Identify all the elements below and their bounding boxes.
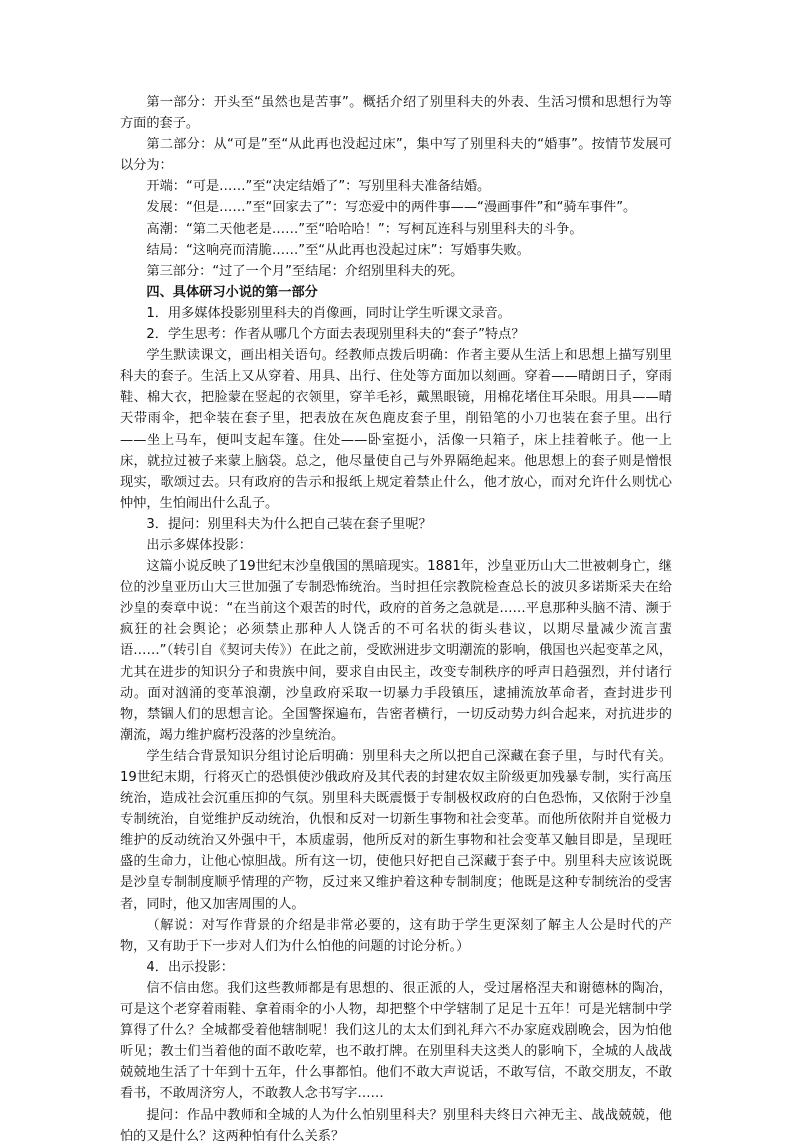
paragraph-ending: 结局：“这响亮而清脆……”至“从此再也没起过床”：写婚事失败。 <box>146 242 530 258</box>
document-body <box>120 92 672 1147</box>
paragraph-projection-label: 出示多媒体投影： <box>146 537 252 553</box>
paragraph-step-3: 3．提问：别里科夫为什么把自己装在套子里呢？ <box>146 516 432 532</box>
paragraph-quotation: 信不信由您。我们这些教师都是有思想的、很正派的人，受过屠格涅夫和谢德林的陶冶，可是这个老穿着雨鞋、拿着雨伞的小人物，却把整个中学辖制了足足十五年！可是光辖制中学算得了什么？全城都受着他辖制呢！我们这儿的太太们到礼拜六不办家庭戏剧晚会，因为怕他听见；教士们当着他的面不敢吃荤，也不敢打牌。在别里科夫这类人的影响下，全城的人战战兢兢地生活了十年到十五年，什么事都怕。他们不敢大声说话，不敢写信，不敢交朋友，不敢看书，不敢周济穷人，不敢教人念书写字…… <box>120 980 672 1102</box>
paragraph-part-three: 第三部分：“过了一个月”至结尾：介绍别里科夫的死。 <box>146 263 464 279</box>
paragraph-question: 提问：作品中教师和全城的人为什么怕别里科夫？别里科夫终日六神无主、战战兢兢，他怕的又是什么？这两种怕有什么关系？ <box>120 1107 672 1144</box>
paragraph-step-2: 2．学生思考：作者从哪几个方面去表现别里科夫的“套子”特点？ <box>146 327 525 343</box>
paragraph-opening: 开端：“可是……”至“决定结婚了”：写别里科夫准备结婚。 <box>146 179 491 195</box>
paragraph-background: 这篇小说反映了19世纪末沙皇俄国的黑暗现实。1881年，沙皇亚历山大二世被刺身亡，继位的沙皇亚历山大三世加强了专制恐怖统治。当时担任宗教院检查总长的波贝多诺斯采夫在给沙皇的奏章中说：“在当前这个艰苦的时代，政府的首务之急就是……平息那种头脑不清、濒于疯狂的社会舆论；必须禁止那种人人饶舌的不可名状的街头巷议，以期尽量减少流言蜚语……”（转引自《契诃夫传》）在此之前，受欧洲进步文明潮流的影响，俄国也兴起变革之风，尤其在进步的知识分子和贵族中间，要求自由民主，改变专制秩序的呼声日趋强烈，并付诸行动。面对汹涌的变革浪潮，沙皇政府采取一切暴力手段镇压，逮捕流放革命者，查封进步刊物，禁锢人们的思想言论。全国警探遍布，告密者横行，一切反动势力纠合起来，对抗进步的潮流，竭力维护腐朽没落的沙皇统治。 <box>120 559 672 743</box>
paragraph-part-two: 第二部分：从“可是”至“从此再也没起过床”，集中写了别里科夫的“婚事”。按情节发展可以分为： <box>120 137 672 174</box>
paragraph-climax: 高潮：“第二天他老是……”至“哈哈哈！”：写柯瓦连科与别里科夫的斗争。 <box>146 221 583 237</box>
paragraph-answer-2: 学生默读课文，画出相关语句。经教师点拨后明确：作者主要从生活上和思想上描写别里科夫的套子。生活上又从穿着、用具、出行、住处等方面加以刻画。穿着——晴朗日子，穿雨鞋、棉大衣，把脸蒙在竖起的衣领里，穿羊毛衫，戴黑眼镜，用棉花堵住耳朵眼。用具——晴天带雨伞，把伞装在套子里，把表放在灰色鹿皮套子里，削铅笔的小刀也装在套子里。出行——坐上马车，便叫支起车篷。住处——卧室挺小，活像一只箱子，床上挂着帐子。他一上床，就拉过被子来蒙上脑袋。总之，他尽量使自己与外界隔绝起来。他思想上的套子则是憎恨现实，歌颂过去。只有政府的告示和报纸上规定着禁止什么，他才放心，而对允许什么则忧心忡忡，生怕闹出什么乱子。 <box>120 348 672 511</box>
paragraph-discussion: 学生结合背景知识分组讨论后明确：别里科夫之所以把自己深藏在套子里，与时代有关。19世纪末期，行将灭亡的恐惧使沙俄政府及其代表的封建农奴主阶级更加残暴专制，实行高压统治，造成社会沉重压抑的气氛。别里科夫既震慑于专制极权政府的白色恐怖，又依附于沙皇专制统治，自觉维护反动统治，仇恨和反对一切新生事物和社会变革。而他所依附并自觉极力维护的反动统治又外强中干，本质虚弱，他所反对的新生事物和社会变革又触目即是，呈现旺盛的生命力，让他心惊胆战。所有这一切，使他只好把自己深藏于套子中。别里科夫应该说既是沙皇专制制度顺乎情理的产物，反过来又维护着这种专制制度；他既是这种专制统治的受害者，同时，他又加害周围的人。 <box>120 748 672 912</box>
paragraph-commentary: （解说：对写作背景的介绍是非常必要的，这有助于学生更深刻了解主人公是时代的产物，又有助于下一步对人们为什么怕他的问题的讨论分析。） <box>120 917 672 954</box>
section-heading: 四、具体研习小说的第一部分 <box>146 284 318 300</box>
paragraph-development: 发展：“但是……”至“回家去了”：写恋爱中的两件事——“漫画事件”和“骑车事件”。 <box>146 200 637 216</box>
paragraph-part-one: 第一部分：开头至“虽然也是苦事”。概括介绍了别里科夫的外表、生活习惯和思想行为等方面的套子。 <box>120 95 672 132</box>
paragraph-step-1: 1．用多媒体投影别里科夫的肖像画，同时让学生听课文录音。 <box>146 305 511 321</box>
paragraph-step-4: 4．出示投影： <box>146 959 234 975</box>
